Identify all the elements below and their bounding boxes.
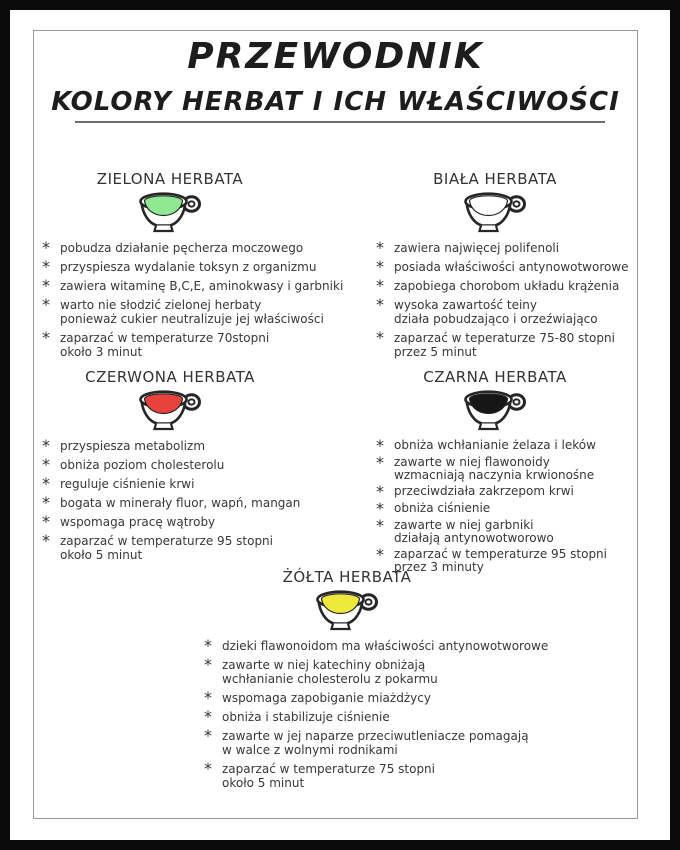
asterisk-bullet-icon: * (204, 707, 212, 726)
section-zolta-herbata (200, 568, 660, 795)
bullet-line: posiada właściwości antynowotworowe (394, 260, 629, 274)
asterisk-bullet-icon: * (42, 474, 50, 493)
bullet-item (42, 493, 350, 512)
bullet-line: zawarte w niej flawonoidy (394, 455, 550, 469)
tea-cup-icon (464, 390, 526, 432)
asterisk-bullet-icon: * (204, 688, 212, 707)
asterisk-bullet-icon: * (376, 276, 384, 295)
bullet-item (204, 759, 660, 790)
bullet-line: wzmacniają naczynia krwionośne (394, 468, 595, 482)
bullet-line: przyspiesza wydalanie toksyn z organizmu (60, 260, 317, 274)
page-subtitle: KOLORY HERBAT I ICH WŁAŚCIWOŚCI (51, 87, 620, 117)
bullet-list (38, 436, 350, 562)
bullet-item (376, 453, 644, 482)
bullet-item (42, 512, 350, 531)
page-title: PRZEWODNIK (187, 36, 484, 77)
asterisk-bullet-icon: * (42, 436, 50, 455)
bullet-text (394, 241, 559, 255)
asterisk-bullet-icon: * (42, 276, 50, 295)
bullet-text (60, 477, 194, 491)
bullet-item (204, 636, 660, 655)
bullet-text (60, 298, 324, 326)
bullet-text (394, 279, 619, 293)
bullet-line: zaparzać w temperaturze 95 stopni (60, 534, 273, 548)
bullet-text (60, 331, 269, 359)
bullet-line: przyspiesza metabolizm (60, 439, 206, 453)
asterisk-bullet-icon: * (42, 257, 50, 276)
bullet-text (394, 456, 594, 482)
section-heading: ZIELONA HERBATA (96, 170, 244, 188)
bullet-line: pobudza działanie pęcherza moczowego (60, 241, 304, 255)
bullet-text (222, 729, 529, 757)
bullet-text (222, 691, 431, 705)
bullet-line: przez 3 minuty (394, 560, 484, 574)
asterisk-bullet-icon: * (204, 759, 212, 778)
asterisk-bullet-icon: * (42, 531, 50, 550)
bullet-text (60, 279, 343, 293)
bullet-text (222, 658, 438, 686)
bullet-text (222, 639, 548, 653)
bullet-item (204, 688, 660, 707)
bullet-line: wspomaga pracę wątroby (60, 515, 216, 529)
bullet-item (376, 516, 644, 545)
section-heading: CZARNA HERBATA (423, 368, 567, 386)
section-czarna-herbata (372, 368, 644, 577)
bullet-line: około 5 minut (60, 548, 143, 562)
bullet-item (376, 238, 644, 257)
section-header (372, 170, 618, 238)
section-header (38, 170, 302, 238)
bullet-item (42, 474, 350, 493)
bullet-line: wysoka zawartość teiny (394, 298, 538, 312)
section-czerwona-herbata (38, 368, 350, 567)
bullet-list (372, 436, 644, 574)
bullet-text (394, 502, 490, 516)
bullet-item (42, 455, 350, 474)
tea-cup-icon (139, 390, 201, 432)
bullet-line: działa pobudzająco i orzeźwiająco (394, 312, 598, 326)
bullet-item (204, 707, 660, 726)
section-header (372, 368, 618, 436)
header (33, 36, 638, 117)
asterisk-bullet-icon: * (376, 516, 384, 535)
bullet-text (394, 260, 629, 274)
section-heading: ŻÓŁTA HERBATA (282, 568, 412, 586)
bullet-line: warto nie słodzić zielonej herbaty (60, 298, 262, 312)
bullet-line: zaparzać w temperaturze 75 stopni (222, 762, 435, 776)
bullet-item (376, 295, 644, 326)
bullet-text (222, 710, 390, 724)
bullet-item (42, 276, 350, 295)
asterisk-bullet-icon: * (42, 328, 50, 347)
bullet-text (394, 298, 598, 326)
bullet-line: zawiera witaminę B,C,E, aminokwasy i garbniki (60, 279, 344, 293)
bullet-text (60, 458, 224, 472)
asterisk-bullet-icon: * (204, 726, 212, 745)
asterisk-bullet-icon: * (204, 655, 212, 674)
bullet-line: zapobiega chorobom układu krążenia (394, 279, 620, 293)
bullet-line: obniża i stabilizuje ciśnienie (222, 710, 390, 724)
bullet-line: zawarte w jej naparze przeciwutleniacze pomagają (222, 729, 529, 743)
bullet-text (60, 496, 300, 510)
bullet-line: w walce z wolnymi rodnikami (222, 743, 398, 757)
asterisk-bullet-icon: * (42, 238, 50, 257)
bullet-text (394, 519, 554, 545)
section-heading: BIAŁA HERBATA (433, 170, 557, 188)
bullet-text (394, 331, 615, 359)
bullet-item (376, 276, 644, 295)
bullet-list (38, 238, 350, 359)
bullet-text (222, 762, 435, 790)
bullet-item (204, 655, 660, 686)
asterisk-bullet-icon: * (376, 238, 384, 257)
bullet-text (60, 439, 205, 453)
bullet-line: zawiera najwięcej polifenoli (394, 241, 560, 255)
bullet-text (394, 439, 596, 453)
bullet-item (42, 295, 350, 326)
bullet-item (42, 436, 350, 455)
subtitle-underline (75, 121, 605, 123)
bullet-item (42, 328, 350, 359)
bullet-line: bogata w minerały fluor, wapń, mangan (60, 496, 301, 510)
bullet-text (60, 260, 316, 274)
bullet-item (42, 531, 350, 562)
asterisk-bullet-icon: * (42, 455, 50, 474)
asterisk-bullet-icon: * (376, 328, 384, 347)
bullet-line: wspomaga zapobiganie miażdżycy (222, 691, 431, 705)
bullet-item (376, 482, 644, 501)
tea-cup-icon (464, 192, 526, 234)
bullet-line: reguluje ciśnienie krwi (60, 477, 195, 491)
bullet-line: zaparzać w temperaturze 95 stopni (394, 547, 607, 561)
asterisk-bullet-icon: * (376, 453, 384, 472)
tea-cup-icon (316, 590, 378, 632)
bullet-line: ponieważ cukier neutralizuje jej właściwości (60, 312, 324, 326)
asterisk-bullet-icon: * (376, 482, 384, 501)
bullet-line: około 3 minut (60, 345, 143, 359)
bullet-item (376, 328, 644, 359)
asterisk-bullet-icon: * (376, 257, 384, 276)
bullet-item (42, 238, 350, 257)
bullet-line: obniża poziom cholesterolu (60, 458, 225, 472)
bullet-list (200, 636, 660, 790)
bullet-line: dzieki flawonoidom ma właściwości antynowotworowe (222, 639, 549, 653)
bullet-line: zaparzać w temperaturze 70stopni (60, 331, 270, 345)
bullet-item (376, 499, 644, 518)
bullet-text (60, 241, 303, 255)
bullet-line: około 5 minut (222, 776, 305, 790)
bullet-item (376, 257, 644, 276)
section-header (38, 368, 302, 436)
asterisk-bullet-icon: * (376, 295, 384, 314)
bullet-text (60, 515, 215, 529)
asterisk-bullet-icon: * (376, 499, 384, 518)
section-zielona-herbata (38, 170, 350, 364)
bullet-item (376, 436, 644, 455)
bullet-line: wchłanianie cholesterolu z pokarmu (222, 672, 438, 686)
section-heading: CZERWONA HERBATA (85, 368, 255, 386)
bullet-line: zaparzać w teperaturze 75-80 stopni (394, 331, 615, 345)
section-header (200, 568, 494, 636)
asterisk-bullet-icon: * (42, 512, 50, 531)
asterisk-bullet-icon: * (376, 545, 384, 564)
tea-cup-icon (139, 192, 201, 234)
bullet-line: zawarte w niej garbniki (394, 518, 534, 532)
asterisk-bullet-icon: * (204, 636, 212, 655)
bullet-line: przez 5 minut (394, 345, 477, 359)
bullet-item (204, 726, 660, 757)
bullet-list (372, 238, 644, 359)
bullet-line: obniża wchłanianie żelaza i leków (394, 438, 596, 452)
bullet-line: obniża ciśnienie (394, 501, 491, 515)
bullet-text (394, 485, 574, 499)
asterisk-bullet-icon: * (42, 493, 50, 512)
bullet-line: przeciwdziała zakrzepom krwi (394, 484, 574, 498)
bullet-item (42, 257, 350, 276)
bullet-line: zawarte w niej katechiny obniżają (222, 658, 426, 672)
asterisk-bullet-icon: * (376, 436, 384, 455)
section-biala-herbata (372, 170, 644, 364)
bullet-text (60, 534, 273, 562)
asterisk-bullet-icon: * (42, 295, 50, 314)
bullet-line: działają antynowotworowo (394, 531, 554, 545)
